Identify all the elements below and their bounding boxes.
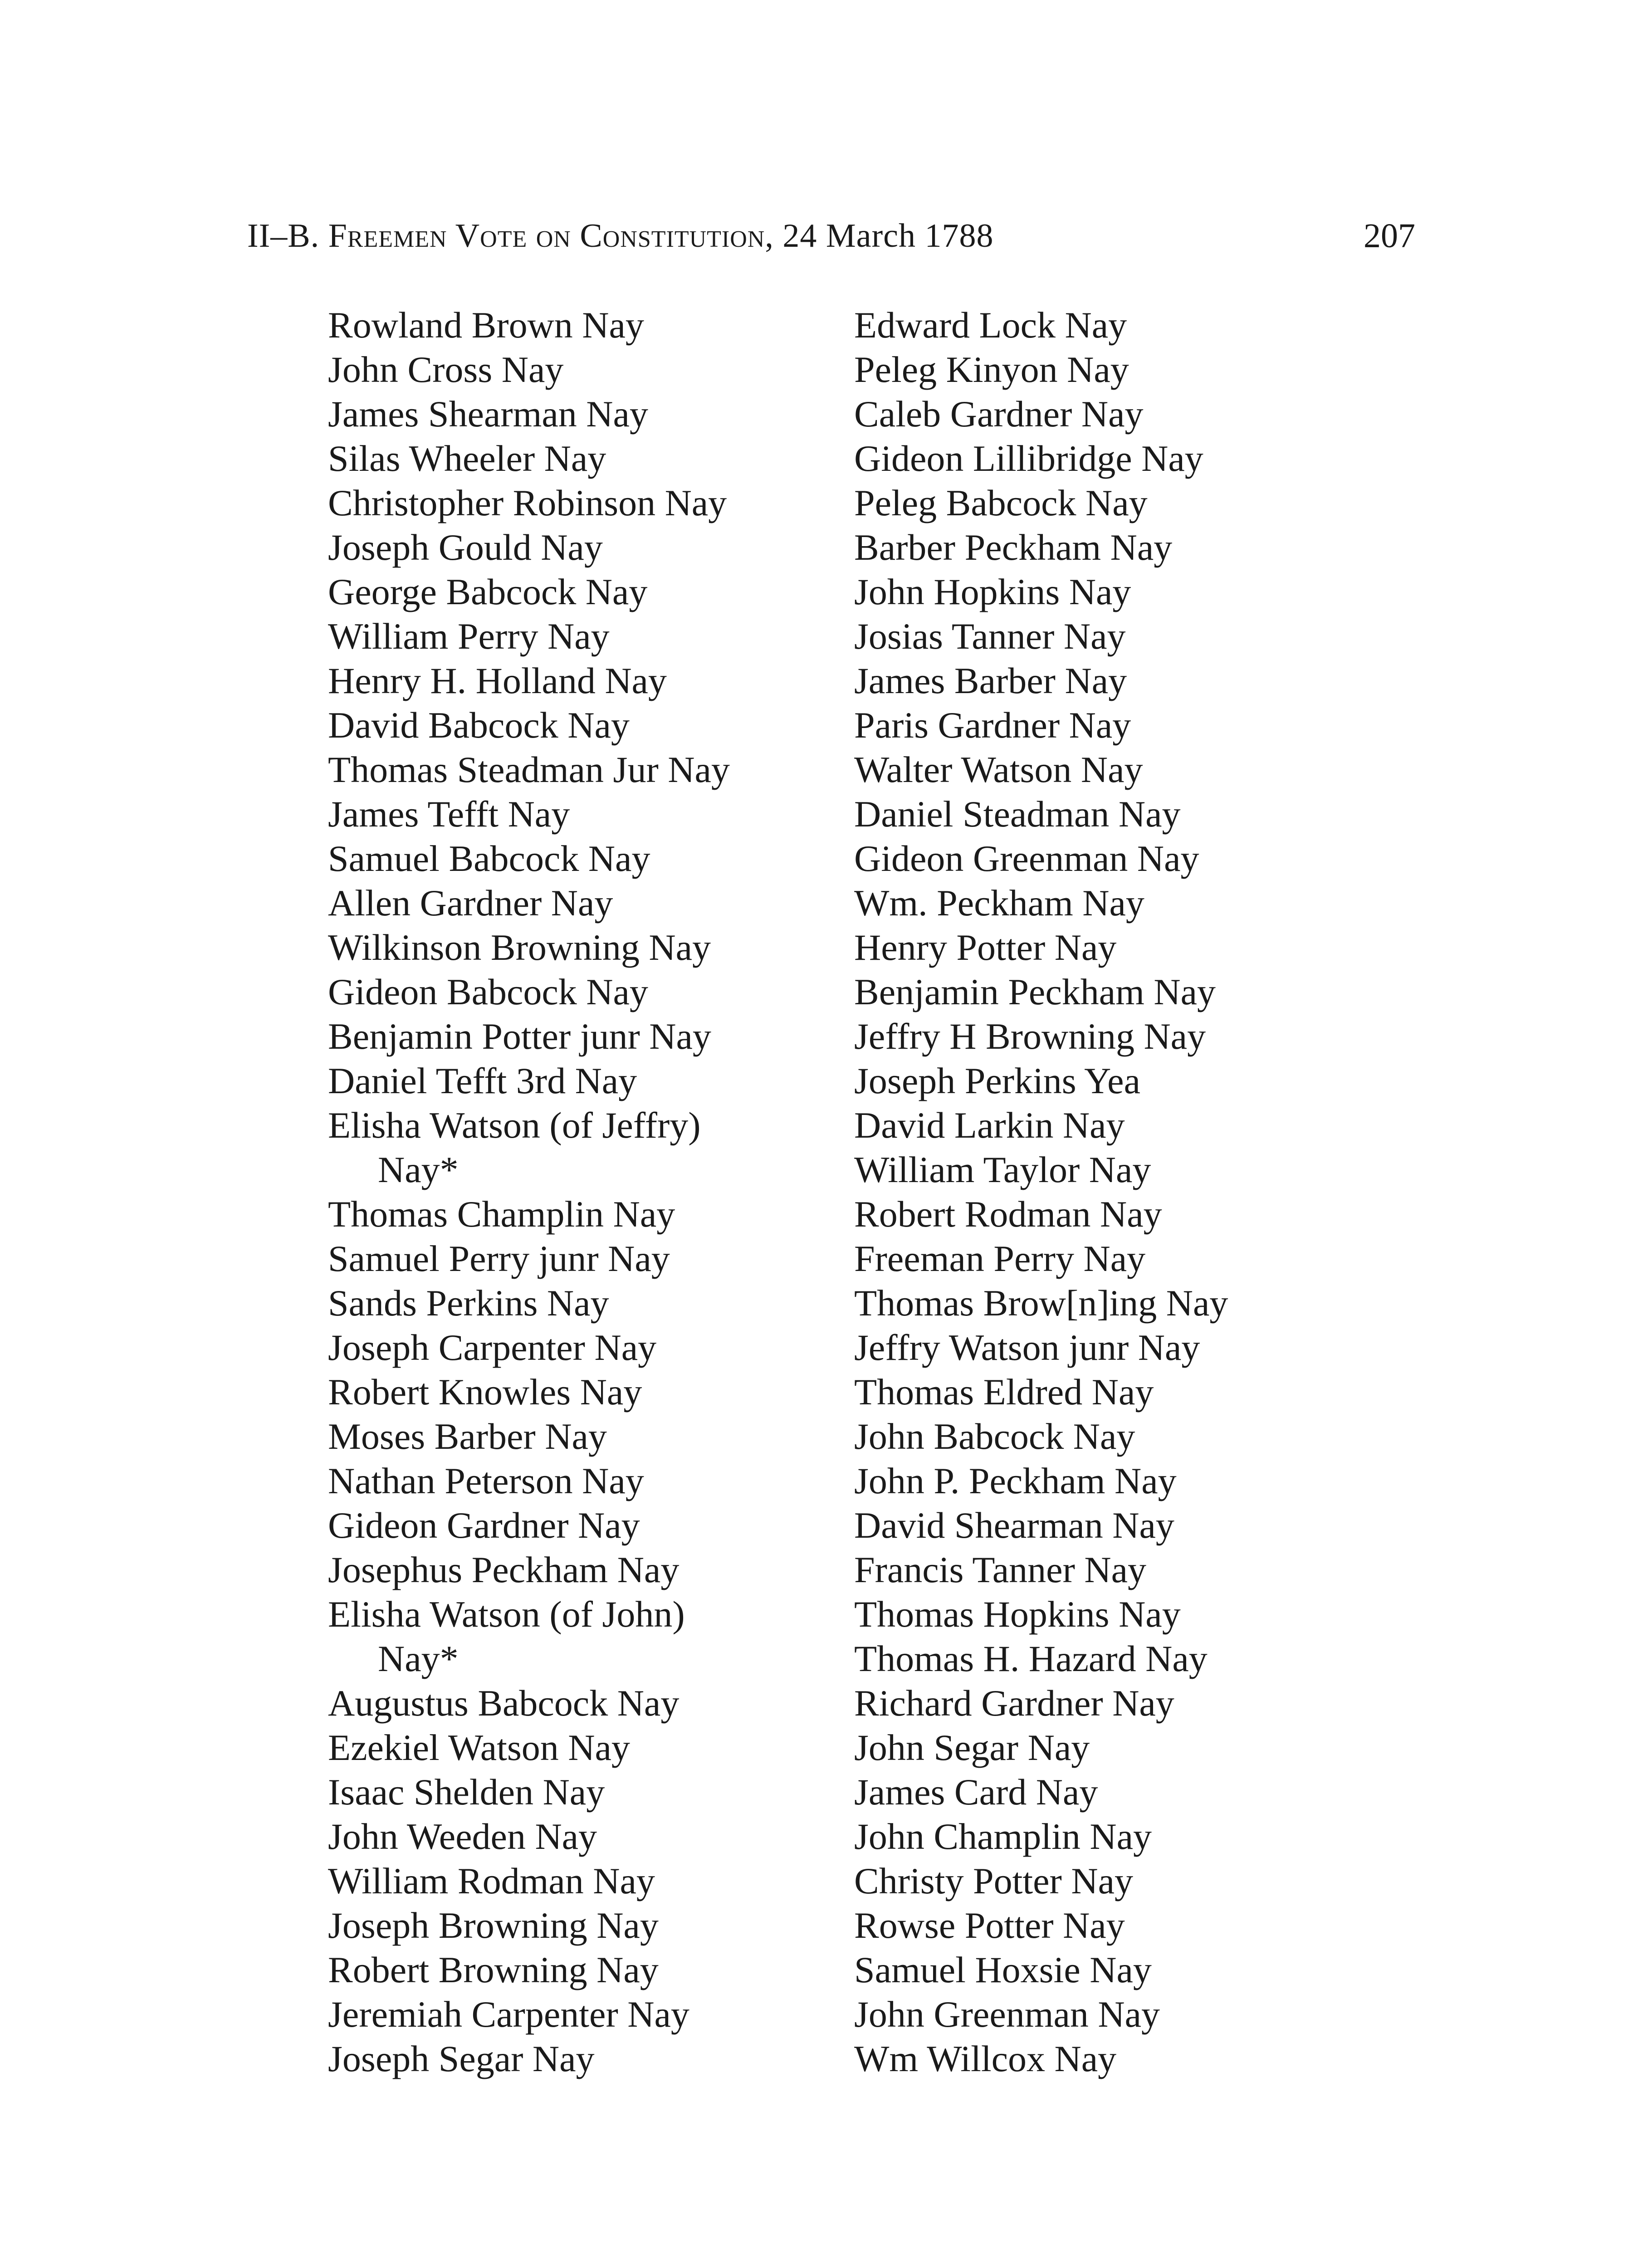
- voter-entry: Sands Perkins Nay: [328, 1282, 609, 1324]
- voter-entry: James Barber Nay: [854, 660, 1127, 701]
- voter-entry: John P. Peckham Nay: [854, 1460, 1177, 1501]
- voter-entry: John Segar Nay: [854, 1727, 1090, 1768]
- voter-entry: Allen Gardner Nay: [328, 882, 613, 924]
- voter-entry: Robert Knowles Nay: [328, 1371, 642, 1413]
- voter-entry: Peleg Babcock Nay: [854, 482, 1148, 523]
- voter-entry: Josias Tanner Nay: [854, 616, 1126, 657]
- voter-entry: David Larkin Nay: [854, 1105, 1125, 1146]
- voter-entry: David Babcock Nay: [328, 704, 630, 746]
- voter-entry: Thomas Hopkins Nay: [854, 1593, 1181, 1635]
- voter-entry: James Tefft Nay: [328, 793, 570, 835]
- right-column-voter-list: [854, 303, 1417, 2081]
- voter-entry: Wilkinson Browning Nay: [328, 927, 711, 968]
- voter-entry: William Taylor Nay: [854, 1149, 1151, 1190]
- voter-entry: William Perry Nay: [328, 616, 610, 657]
- voter-entry: Richard Gardner Nay: [854, 1682, 1174, 1724]
- voter-entry: John Champlin Nay: [854, 1816, 1152, 1857]
- voter-entry: Peleg Kinyon Nay: [854, 349, 1129, 390]
- voter-entry: Henry H. Holland Nay: [328, 660, 667, 701]
- voter-entry: Christopher Robinson Nay: [328, 482, 727, 523]
- voter-entry: Thomas Steadman Jur Nay: [328, 749, 730, 790]
- voter-entry: Robert Browning Nay: [328, 1949, 659, 1990]
- voter-entry: Barber Peckham Nay: [854, 527, 1173, 568]
- voter-entry: Ezekiel Watson Nay: [328, 1727, 630, 1768]
- voter-entry: John Greenman Nay: [854, 1994, 1160, 2035]
- voter-entry: Gideon Babcock Nay: [328, 971, 648, 1012]
- voter-entry: Augustus Babcock Nay: [328, 1682, 680, 1724]
- voter-entry: Isaac Shelden Nay: [328, 1771, 605, 1813]
- voter-entry: John Hopkins Nay: [854, 571, 1131, 612]
- voter-entry: Christy Potter Nay: [854, 1860, 1133, 1901]
- voter-entry: Thomas Eldred Nay: [854, 1371, 1154, 1413]
- voter-entry: Thomas Champlin Nay: [328, 1193, 675, 1235]
- voter-entry: Jeremiah Carpenter Nay: [328, 1994, 689, 2035]
- voter-entry: Robert Rodman Nay: [854, 1193, 1162, 1235]
- voter-entry: Joseph Carpenter Nay: [328, 1327, 657, 1368]
- voter-entry: Jeffry H Browning Nay: [854, 1016, 1206, 1057]
- voter-entry: Samuel Hoxsie Nay: [854, 1949, 1152, 1990]
- running-head-title: Freemen Vote on Constitution: [328, 217, 765, 254]
- voter-entry: Thomas Brow[n]ing Nay: [854, 1282, 1228, 1324]
- voter-entry: Caleb Gardner Nay: [854, 393, 1144, 435]
- voter-entry: James Card Nay: [854, 1771, 1098, 1813]
- voter-entry: Rowland Brown Nay: [328, 304, 644, 346]
- voter-entry: Nay*: [378, 1638, 459, 1679]
- running-head-date: , 24 March 1788: [765, 217, 994, 254]
- voter-entry: John Weeden Nay: [328, 1816, 597, 1857]
- voter-entry: Henry Potter Nay: [854, 927, 1117, 968]
- voter-entry: Wm. Peckham Nay: [854, 882, 1144, 924]
- voter-entry: Jeffry Watson junr Nay: [854, 1327, 1200, 1368]
- voter-entry: George Babcock Nay: [328, 571, 648, 612]
- running-head: [247, 213, 993, 259]
- voter-entry: John Babcock Nay: [854, 1416, 1135, 1457]
- voter-entry: Francis Tanner Nay: [854, 1549, 1146, 1590]
- page-number: 207: [1364, 217, 1415, 255]
- voter-entry: Wm Willcox Nay: [854, 2038, 1117, 2079]
- voter-entry: Elisha Watson (of John): [328, 1593, 685, 1635]
- voter-entry: Samuel Perry junr Nay: [328, 1238, 670, 1279]
- voter-entry: Freeman Perry Nay: [854, 1238, 1146, 1279]
- voter-entry: Joseph Gould Nay: [328, 527, 603, 568]
- voter-entry: Benjamin Peckham Nay: [854, 971, 1216, 1012]
- voter-entry: Nathan Peterson Nay: [328, 1460, 644, 1501]
- voter-entry: Gideon Greenman Nay: [854, 838, 1199, 879]
- voter-entry: Moses Barber Nay: [328, 1416, 607, 1457]
- voter-entry: Gideon Gardner Nay: [328, 1505, 640, 1546]
- left-column-voter-list: [328, 303, 827, 2081]
- voter-entry: Joseph Browning Nay: [328, 1905, 659, 1946]
- voter-entry: John Cross Nay: [328, 349, 564, 390]
- voter-entry: Benjamin Potter junr Nay: [328, 1016, 711, 1057]
- running-head-prefix: II–B.: [247, 217, 328, 254]
- voter-entry: Daniel Steadman Nay: [854, 793, 1181, 835]
- voter-entry: David Shearman Nay: [854, 1505, 1174, 1546]
- voter-entry: Samuel Babcock Nay: [328, 838, 650, 879]
- voter-entry: Daniel Tefft 3rd Nay: [328, 1060, 637, 1101]
- voter-entry: Rowse Potter Nay: [854, 1905, 1125, 1946]
- voter-entry: Edward Lock Nay: [854, 304, 1127, 346]
- voter-entry: Gideon Lillibridge Nay: [854, 438, 1203, 479]
- voter-entry: Paris Gardner Nay: [854, 704, 1131, 746]
- voter-entry: Elisha Watson (of Jeffry): [328, 1105, 701, 1146]
- voter-entry: William Rodman Nay: [328, 1860, 655, 1901]
- voter-entry: Silas Wheeler Nay: [328, 438, 606, 479]
- voter-entry: James Shearman Nay: [328, 393, 648, 435]
- voter-entry: Nay*: [378, 1149, 459, 1190]
- voter-entry: Walter Watson Nay: [854, 749, 1143, 790]
- voter-entry: Thomas H. Hazard Nay: [854, 1638, 1208, 1679]
- voter-entry: Joseph Perkins Yea: [854, 1060, 1140, 1101]
- voter-entry: Joseph Segar Nay: [328, 2038, 595, 2079]
- voter-entry: Josephus Peckham Nay: [328, 1549, 680, 1590]
